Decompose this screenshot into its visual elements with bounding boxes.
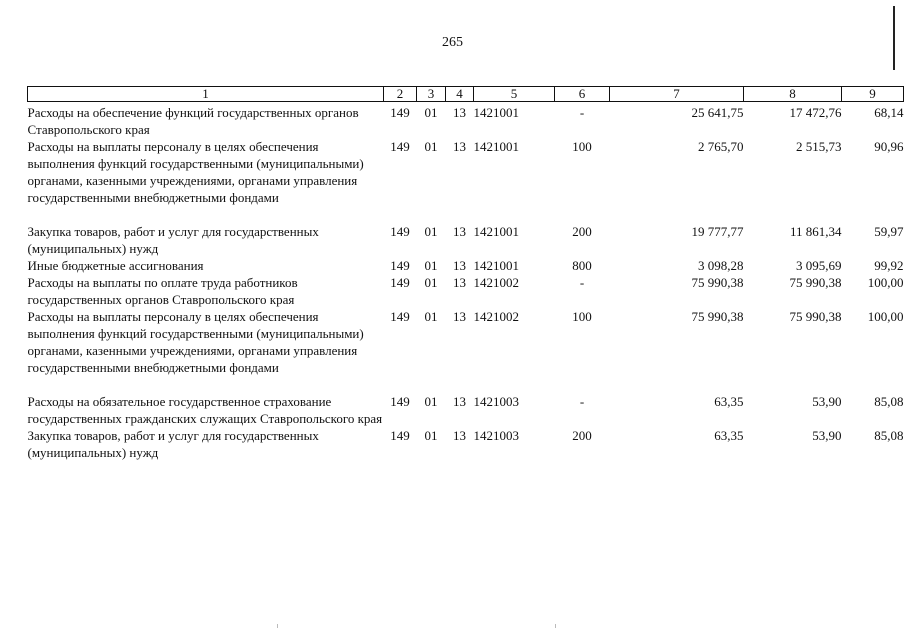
header-col-4: 4 xyxy=(446,87,474,102)
row-gr: 149 xyxy=(390,224,410,239)
header-col-9: 9 xyxy=(842,87,904,102)
row-percent: 100,00 xyxy=(867,275,904,290)
row-subsection: 13 xyxy=(453,258,466,273)
row-kind: - xyxy=(579,105,585,120)
row-name: Иные бюджетные ассигнования xyxy=(27,258,204,273)
row-kind: 100 xyxy=(572,309,592,324)
row-plan: 63,35 xyxy=(714,428,744,443)
row-fact: 53,90 xyxy=(812,428,842,443)
table-row xyxy=(28,223,904,257)
row-name: Расходы на выплаты персоналу в целях обеспечения выполнения функций государственными (муниципальными) органами, казенными учреждениями, органами управления государственными внебюджетными фондами xyxy=(27,309,364,375)
row-section: 01 xyxy=(424,275,438,290)
row-section: 01 xyxy=(424,258,438,273)
table-row xyxy=(28,102,904,139)
table-row xyxy=(28,308,904,393)
row-section: 01 xyxy=(424,394,438,409)
row-plan: 75 990,38 xyxy=(691,309,744,324)
row-name: Закупка товаров, работ и услуг для государственных (муниципальных) нужд xyxy=(27,224,319,256)
header-col-2: 2 xyxy=(384,87,417,102)
row-kind: - xyxy=(579,394,585,409)
column-number-header xyxy=(28,87,904,102)
row-article: 1421001 xyxy=(473,139,519,154)
row-kind: - xyxy=(579,275,585,290)
row-name: Расходы на обеспечение функций государственных органов Ставропольского края xyxy=(27,105,359,137)
row-article: 1421002 xyxy=(473,309,519,324)
row-plan: 75 990,38 xyxy=(691,275,744,290)
row-plan: 19 777,77 xyxy=(691,224,744,239)
row-gr: 149 xyxy=(390,139,410,154)
row-fact: 75 990,38 xyxy=(789,275,842,290)
table-row xyxy=(28,257,904,274)
row-gr: 149 xyxy=(390,105,410,120)
row-subsection: 13 xyxy=(453,428,466,443)
budget-table xyxy=(27,86,904,461)
row-name: Расходы на выплаты персоналу в целях обеспечения выполнения функций государственными (муниципальными) органами, казенными учреждениями, органами управления государственными внебюджетными фондами xyxy=(27,139,364,205)
row-plan: 63,35 xyxy=(714,394,744,409)
row-section: 01 xyxy=(424,224,438,239)
table-row xyxy=(28,138,904,223)
row-kind: 800 xyxy=(572,258,592,273)
row-section: 01 xyxy=(424,309,438,324)
table-row xyxy=(28,274,904,308)
row-percent: 90,96 xyxy=(874,139,904,154)
row-article: 1421003 xyxy=(473,394,519,409)
row-kind: 100 xyxy=(572,139,592,154)
header-col-8: 8 xyxy=(744,87,842,102)
row-fact: 11 861,34 xyxy=(789,224,842,239)
row-name: Расходы на выплаты по оплате труда работников государственных органов Ставропольского края xyxy=(27,275,298,307)
row-percent: 100,00 xyxy=(867,309,904,324)
header-col-5: 5 xyxy=(474,87,555,102)
scan-mark xyxy=(555,624,556,628)
row-gr: 149 xyxy=(390,258,410,273)
row-article: 1421001 xyxy=(473,105,519,120)
row-gr: 149 xyxy=(390,428,410,443)
row-percent: 59,97 xyxy=(874,224,904,239)
row-fact: 2 515,73 xyxy=(796,139,842,154)
scan-mark xyxy=(277,624,278,628)
row-gr: 149 xyxy=(390,394,410,409)
row-article: 1421003 xyxy=(473,428,519,443)
row-plan: 2 765,70 xyxy=(698,139,744,154)
row-plan: 25 641,75 xyxy=(691,105,744,120)
row-kind: 200 xyxy=(572,224,592,239)
scan-edge-line xyxy=(893,6,895,70)
row-kind: 200 xyxy=(572,428,592,443)
row-percent: 85,08 xyxy=(874,394,904,409)
row-subsection: 13 xyxy=(453,139,466,154)
row-percent: 68,14 xyxy=(874,105,904,120)
header-col-1: 1 xyxy=(28,87,384,102)
row-article: 1421001 xyxy=(473,224,519,239)
row-section: 01 xyxy=(424,428,438,443)
row-plan: 3 098,28 xyxy=(698,258,744,273)
header-col-7: 7 xyxy=(610,87,744,102)
row-subsection: 13 xyxy=(453,105,466,120)
row-gr: 149 xyxy=(390,275,410,290)
row-subsection: 13 xyxy=(453,224,466,239)
row-name: Закупка товаров, работ и услуг для государственных (муниципальных) нужд xyxy=(27,428,319,460)
table-row xyxy=(28,393,904,427)
row-fact: 3 095,69 xyxy=(796,258,842,273)
header-col-6: 6 xyxy=(555,87,610,102)
header-col-3: 3 xyxy=(417,87,446,102)
row-fact: 75 990,38 xyxy=(789,309,842,324)
row-article: 1421002 xyxy=(473,275,519,290)
row-gr: 149 xyxy=(390,309,410,324)
row-subsection: 13 xyxy=(453,275,466,290)
row-section: 01 xyxy=(424,105,438,120)
row-subsection: 13 xyxy=(453,309,466,324)
row-subsection: 13 xyxy=(453,394,466,409)
row-percent: 85,08 xyxy=(874,428,904,443)
table-row xyxy=(28,427,904,461)
row-article: 1421001 xyxy=(473,258,519,273)
page-number: 265 xyxy=(442,35,463,50)
row-fact: 17 472,76 xyxy=(789,105,842,120)
row-percent: 99,92 xyxy=(874,258,904,273)
row-section: 01 xyxy=(424,139,438,154)
row-fact: 53,90 xyxy=(812,394,842,409)
row-name: Расходы на обязательное государственное страхование государственных гражданских служащих Ставропольского края xyxy=(27,394,383,426)
